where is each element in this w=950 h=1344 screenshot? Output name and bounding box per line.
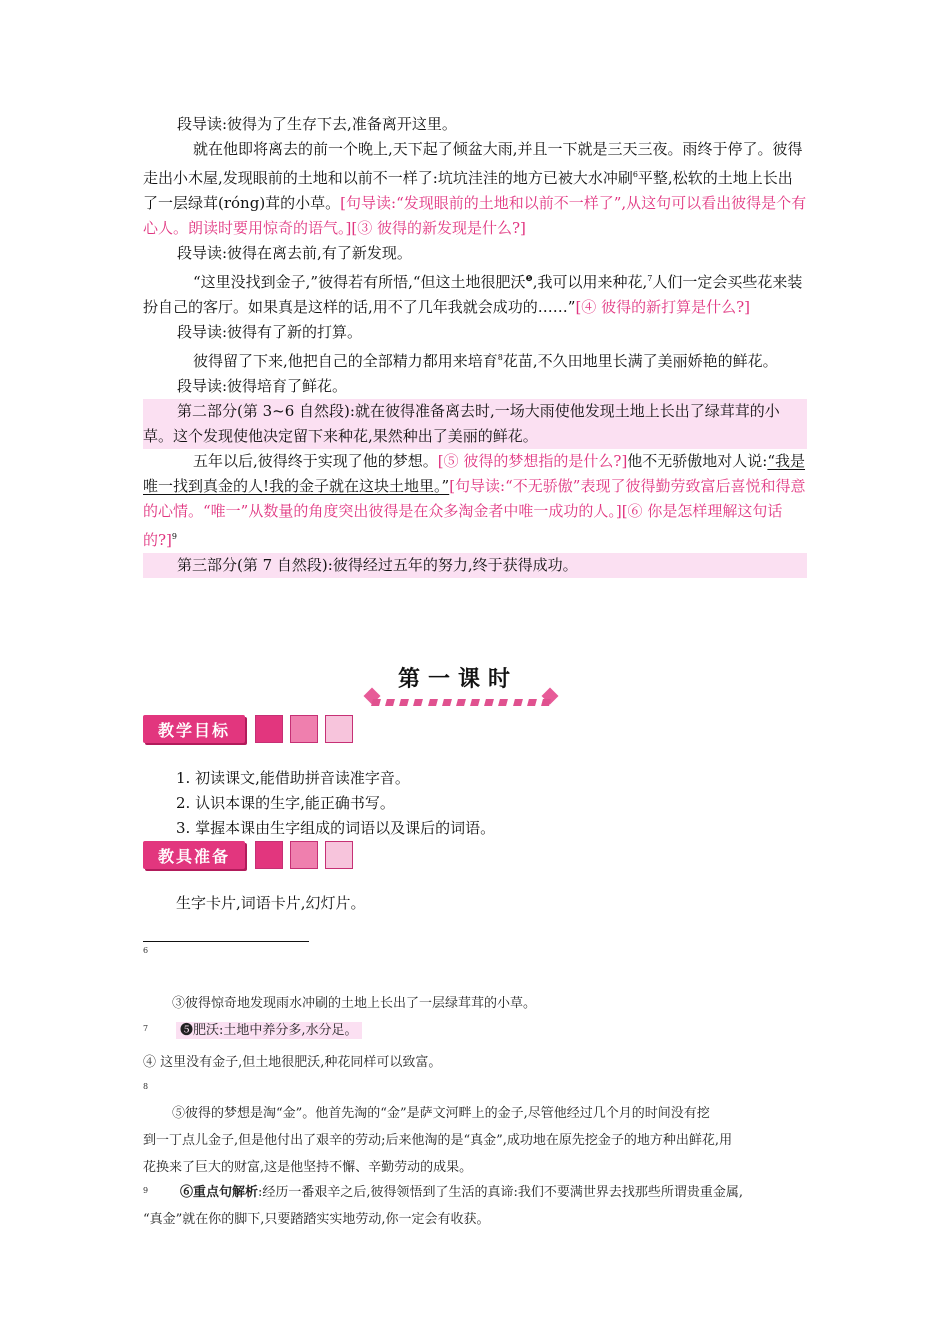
goal-item: 1. 初读课文,能借助拼音读准字音。 xyxy=(176,769,410,787)
footnote-marker: 8 xyxy=(497,353,503,362)
section-heading-tools xyxy=(143,840,353,870)
footnote: 花换来了巨大的财富,这是他坚持不懈、辛勤劳动的成果。 xyxy=(143,1160,473,1175)
section-label: 教学目标 xyxy=(143,715,245,743)
footnote-marker: ❺ xyxy=(525,274,533,283)
paragraph xyxy=(143,266,807,320)
paragraph-guide: 段导读:彼得有了新的打算。 xyxy=(177,323,363,341)
footnote: 到一丁点儿金子,但是他付出了艰辛的劳动;后来他淘的是“真金”,成功地在原先挖金子的地方种出鲜花,用 xyxy=(143,1133,733,1148)
paragraph-guide: 段导读:彼得为了生存下去,准备离开这里。 xyxy=(177,115,457,133)
text: 五年以后,彼得终于实现了他的梦想。 xyxy=(193,452,438,470)
square-icon xyxy=(325,841,353,869)
paragraph xyxy=(143,345,807,374)
text: 就在他即将离去的前一个晚上,天下起了倾盆大雨,并且一下就是三天三夜。雨终于停了。彼得走出小木屋,发现眼前的土地和以前不一样了:坑坑洼洼的地方已被大水冲刷 xyxy=(143,140,803,187)
footnote: “真金”就在你的脚下,只要踏踏实实地劳动,你一定会有收获。 xyxy=(143,1212,490,1227)
question: [⑤ 彼得的梦想指的是什么?] xyxy=(437,452,628,470)
footnote-number: 7 xyxy=(143,1024,149,1033)
paragraph xyxy=(143,449,807,553)
footnote-marker: 7 xyxy=(647,274,653,283)
footnote: ④ 这里没有金子,但土地很肥沃,种花同样可以致富。 xyxy=(143,1055,442,1070)
text: 彼得留了下来,他把自己的全部精力都用来培育 xyxy=(193,352,498,370)
footnote-marker: 9 xyxy=(171,532,177,541)
key-sentence: “我是唯一找到真金的人!我的金子就在这块土地里。” xyxy=(143,452,806,495)
lesson-title: 第一课时 xyxy=(398,667,519,692)
question: [④ 彼得的新打算是什么?] xyxy=(575,298,750,316)
footnote: ⑤彼得的梦想是淘“金”。他首先淘的“金”是萨文河畔上的金子,尽管他经过几个月的时间没有挖 xyxy=(172,1106,710,1121)
text: 第三部分(第 7 自然段):彼得经过五年的努力,终于获得成功。 xyxy=(177,556,578,574)
footnote-highlight: ❺肥沃:土地中养分多,水分足。 xyxy=(176,1022,362,1039)
text: 人们一定会买些花来装扮自己的客厅。如果真是这样的话,用不了几年我就会成功的……” xyxy=(143,273,803,316)
text: ,我可以用来种花, xyxy=(532,273,648,291)
part-summary-3 xyxy=(143,553,807,578)
lesson-title-banner xyxy=(366,660,556,710)
paragraph xyxy=(143,137,807,241)
text: 平整,松软的土地上长出了一层绿茸(róng)茸的小草。 xyxy=(143,169,793,212)
footnote-label: ⑥重点句解析 xyxy=(180,1185,259,1200)
footnote-number: 9 xyxy=(143,1186,149,1195)
footnote-number: 6 xyxy=(143,946,149,955)
footnote-marker: 6 xyxy=(632,170,638,179)
text: 他不无骄傲地对人说: xyxy=(627,452,768,470)
footnote-number: 8 xyxy=(143,1082,149,1091)
tools-text: 生字卡片,词语卡片,幻灯片。 xyxy=(176,894,366,912)
square-icon xyxy=(325,715,353,743)
square-icon xyxy=(290,715,318,743)
square-icon xyxy=(255,715,283,743)
paragraph-guide: 段导读:彼得培育了鲜花。 xyxy=(177,377,348,395)
dotted-underline xyxy=(372,697,550,707)
goal-item: 2. 认识本课的生字,能正确书写。 xyxy=(176,794,395,812)
text: 第二部分(第 3~6 自然段):就在彼得准备离去时,一场大雨使他发现土地上长出了绿茸茸的小草。这个发现使他决定留下来种花,果然种出了美丽的鲜花。 xyxy=(143,402,780,445)
text: 花苗,不久田地里长满了美丽娇艳的鲜花。 xyxy=(502,352,778,370)
goal-item: 3. 掌握本课由生字组成的词语以及课后的词语。 xyxy=(176,819,496,837)
text: “这里没找到金子,”彼得若有所悟,“但这土地很肥沃 xyxy=(193,273,526,291)
footnote xyxy=(180,1183,743,1203)
paragraph-guide: 段导读:彼得在离去前,有了新发现。 xyxy=(177,244,412,262)
section-label: 教具准备 xyxy=(143,841,245,869)
sentence-guide: [句导读:“发现眼前的土地和以前不一样了”,从这句可以看出彼得是个有心人。朗读时要用惊奇的语气。][③ 彼得的新发现是什么?] xyxy=(143,194,807,237)
square-icon xyxy=(290,841,318,869)
footnote xyxy=(176,1021,362,1041)
footnote: ③彼得惊奇地发现雨水冲刷的土地上长出了一层绿茸茸的小草。 xyxy=(172,996,537,1011)
part-summary-2 xyxy=(143,399,807,449)
sentence-guide: [句导读:“不无骄傲”表现了彼得勤劳致富后喜悦和得意的心情。“唯一”从数量的角度突出彼得是在众多淘金者中唯一成功的人。][⑥ 你是怎样理解这句话的?] xyxy=(143,477,806,549)
main-text xyxy=(143,112,807,578)
footnote-divider xyxy=(143,941,309,942)
text: :经历一番艰辛之后,彼得领悟到了生活的真谛:我们不要满世界去找那些所谓贵重金属, xyxy=(258,1185,744,1200)
section-heading-goals xyxy=(143,714,353,744)
square-icon xyxy=(255,841,283,869)
